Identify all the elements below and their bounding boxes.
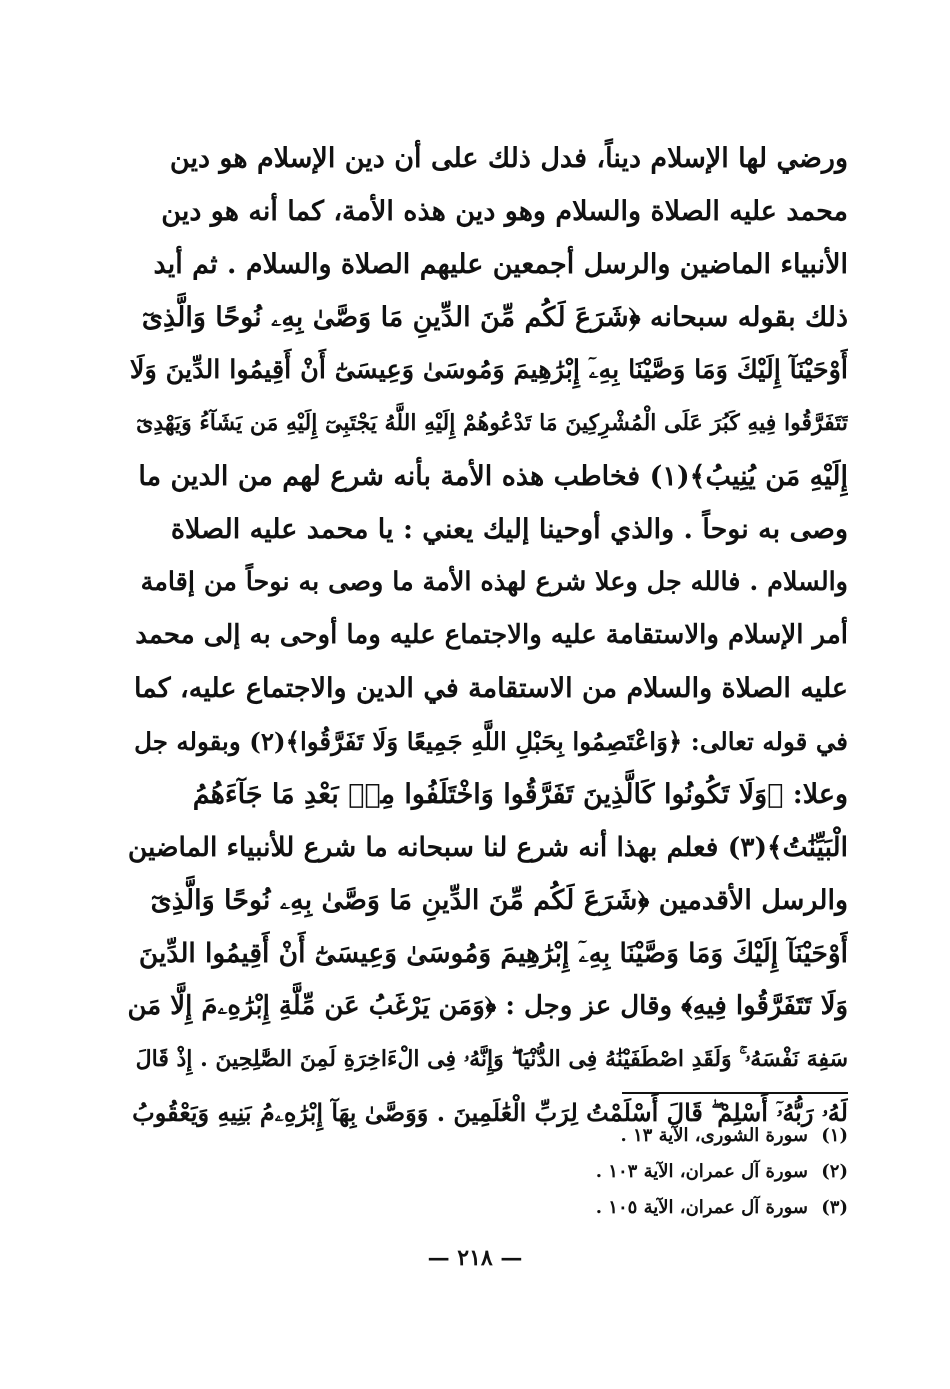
footnote-divider (622, 1092, 848, 1094)
body-line: عليه الصلاة والسلام من الاستقامة في الدين والاجتماع عليه، كما (133, 673, 848, 704)
page-number: — ٢١٨ — (427, 1245, 523, 1271)
footnote (440, 1154, 848, 1190)
body-line: الأنبياء الماضين والرسل أجمعين عليهم الصلاة والسلام . ثم أيد (153, 249, 848, 280)
body-line: أمر الإسلام والاستقامة عليه والاجتماع عليه وما أوحى به إلى محمد (135, 620, 848, 650)
body-text (128, 132, 848, 1139)
body-line: تَتَفَرَّقُوا فِيهِ كَبُرَ عَلَى الْمُشْرِكِينَ مَا تَدْعُوهُمْ إِلَيْهِ اللَّهُ يَجْتَبِىٓ إِلَيْهِ مَن يَشَآءُ وَيَهْدِىٓ (136, 410, 848, 436)
footnote-number: (٣) (821, 1197, 848, 1218)
body-line: سَفِهَ نَفْسَهُۥ ۚ وَلَقَدِ اصْطَفَيْنَٰهُ فِى الدُّنْيَا ۖ وَإِنَّهُۥ فِى الْءَاخِرَةِ لَمِنَ الصَّٰلِحِينَ . إِذْ قَالَ (135, 1046, 848, 1072)
body-line: ذلك بقوله سبحانه ﴿شَرَعَ لَكُم مِّنَ الدِّينِ مَا وَصَّىٰ بِهِۦ نُوحًا وَالَّذِىٓ (141, 302, 848, 333)
body-line: في قوله تعالى: ﴿وَاعْتَصِمُوا بِحَبْلِ اللَّهِ جَمِيعًا وَلَا تَفَرَّقُوا﴾(٢) وبقوله جل (134, 727, 848, 756)
body-line: لَهُۥ رَبُّهُۥٓ أَسْلِمْ ۖ قَالَ أَسْلَمْتُ لِرَبِّ الْعَٰلَمِينَ . وَوَصَّىٰ بِهَآ إِبْرَٰهِۦمُ بَنِيهِ وَيَعْقُوبُ (132, 1098, 848, 1127)
footnote (440, 1118, 848, 1154)
footnote-number: (١) (821, 1125, 848, 1146)
footnote-text: سورة آل عمران، الآية ١٠٥ . (595, 1197, 808, 1218)
body-line: والسلام . فالله جل وعلا شرع لهذه الأمة ما وصى به نوحاً من إقامة (140, 567, 848, 597)
body-line: أَوْحَيْنَآ إِلَيْكَ وَمَا وَصَّيْنَا بِهِۦٓ إِبْرَٰهِيمَ وَمُوسَىٰ وَعِيسَىٰٓ أَنْ أَقِيمُوا الدِّينَ وَلَا (129, 355, 848, 385)
body-line: محمد عليه الصلاة والسلام وهو دين هذه الأمة، كما أنه هو دين (161, 196, 848, 227)
body-line: الْبَيِّنَٰتُ﴾(٣) فعلم بهذا أنه شرع لنا سبحانه ما شرع للأنبياء الماضين (128, 832, 848, 863)
footnote-text: سورة آل عمران، الآية ١٠٣ . (595, 1161, 808, 1182)
body-line: أَوْحَيْنَآ إِلَيْكَ وَمَا وَصَّيْنَا بِهِۦٓ إِبْرَٰهِيمَ وَمُوسَىٰ وَعِيسَىٰٓ أَنْ أَقِيمُوا الدِّينَ (138, 938, 848, 969)
footnote-number: (٢) (821, 1161, 848, 1182)
footnotes (440, 1118, 848, 1226)
body-line: إِلَيْهِ مَن يُنِيبُ﴾(١) فخاطب هذه الأمة بأنه شرع لهم من الدين ما (138, 461, 848, 492)
body-line: وصى به نوحاً . والذي أوحينا إليك يعني : يا محمد عليه الصلاة (170, 514, 848, 545)
body-line: وعلا: ﴿وَلَا تَكُونُوا كَالَّذِينَ تَفَرَّقُوا وَاخْتَلَفُوا مِنۢ بَعْدِ مَا جَآءَهُمُ (192, 779, 848, 810)
body-line: والرسل الأقدمين ﴿شَرَعَ لَكُم مِّنَ الدِّينِ مَا وَصَّىٰ بِهِۦ نُوحًا وَالَّذِىٓ (150, 885, 848, 916)
footnote-text: سورة الشورى، الآية ١٣ . (620, 1125, 808, 1146)
footnote (440, 1190, 848, 1226)
body-line: وَلَا تَتَفَرَّقُوا فِيهِ﴾ وقال عز وجل : ﴿وَمَن يَرْغَبُ عَن مِّلَّةِ إِبْرَٰهِۦمَ إِلَّا مَن (128, 991, 848, 1021)
body-line: ورضي لها الإسلام ديناً، فدل ذلك على أن دين الإسلام هو دين (169, 143, 848, 174)
